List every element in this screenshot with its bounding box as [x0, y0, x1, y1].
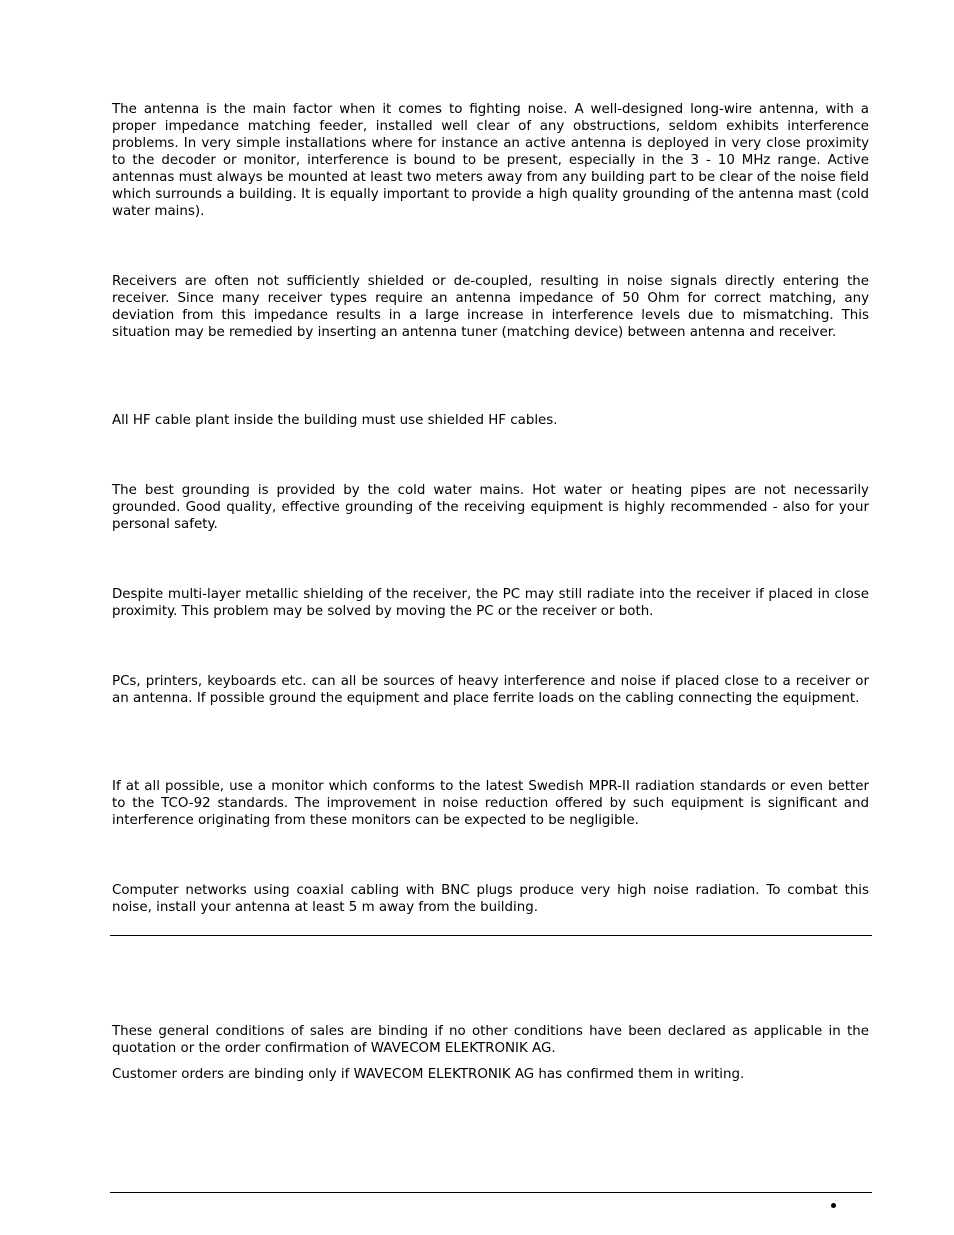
footer-rule: [110, 1192, 872, 1193]
conditions-paragraph: These general conditions of sales are binding if no other conditions have been declared as applicable in the quotation or the order confirmation of WAVECOM ELEKTRONIK AG.: [112, 1024, 869, 1056]
network-paragraph: Computer networks using coaxial cabling with BNC plugs produce very high noise radiation. To combat this noise, install your antenna at least 5 m away from the building.: [112, 883, 869, 915]
antenna-paragraph: The antenna is the main factor when it comes to fighting noise. A well-designed long-wire antenna, with a proper impedance matching feeder, installed well clear of any obstructions, seldom exhibits interference problems. In very simple installations where for instance an active antenna is deployed in very close proximity to the decoder or monitor, interference is bound to be present, especially in the 3 - 10 MHz range. Active antennas must always be mounted at least two meters away from any building part to be clear of the noise field which surrounds a building. It is equally important to provide a high quality grounding of the antenna mast (cold water mains).: [112, 102, 869, 219]
receiver-paragraph: Receivers are often not sufficiently shielded or de-coupled, resulting in noise signals directly entering the receiver. Since many receiver types require an antenna impedance of 50 Ohm for correct matching, any deviation from this impedance results in a large increase in interference levels due to mismatching. This situation may be remedied by inserting an antenna tuner (matching device) between antenna and receiver.: [112, 274, 869, 340]
monitor-paragraph: If at all possible, use a monitor which conforms to the latest Swedish MPR-II radiation standards or even better to the TCO-92 standards. The improvement in noise reduction offered by such equipment is significant and interference originating from these monitors can be expected to be negligible.: [112, 779, 869, 828]
orders-paragraph: Customer orders are binding only if WAVECOM ELEKTRONIK AG has confirmed them in writing.: [112, 1067, 745, 1082]
footer-bullet-icon: [831, 1203, 836, 1208]
peripherals-paragraph: PCs, printers, keyboards etc. can all be sources of heavy interference and noise if placed close to a receiver or an antenna. If possible ground the equipment and place ferrite loads on the cabling connecting the equipment.: [112, 674, 869, 706]
grounding-paragraph: The best grounding is provided by the cold water mains. Hot water or heating pipes are not necessarily grounded. Good quality, effective grounding of the receiving equipment is highly recommended - also for your personal safety.: [112, 483, 869, 532]
hf-cable-paragraph: All HF cable plant inside the building must use shielded HF cables.: [112, 413, 558, 428]
section-divider: [110, 935, 872, 936]
pc-shielding-paragraph: Despite multi-layer metallic shielding of the receiver, the PC may still radiate into the receiver if placed in close proximity. This problem may be solved by moving the PC or the receiver or both.: [112, 587, 869, 619]
